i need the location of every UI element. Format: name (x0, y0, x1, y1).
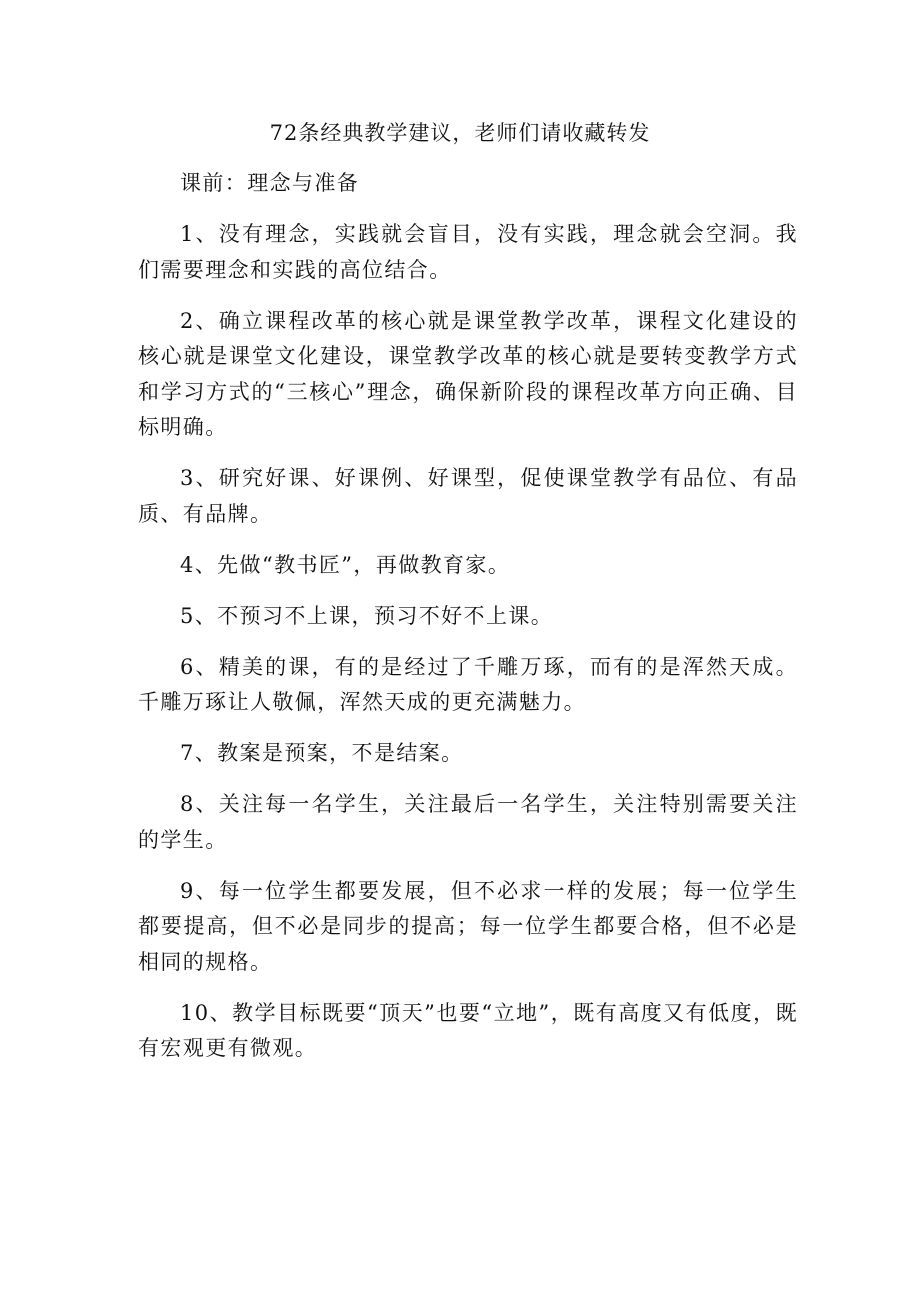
paragraph-10: 10、教学目标既要“顶天”也要“立地”，既有高度又有低度，既有宏观更有微观。 (138, 1000, 798, 1060)
paragraph-5: 5、不预习不上课，预习不好不上课。 (180, 603, 554, 628)
section-heading: 课前：理念与准备 (180, 171, 360, 195)
paragraph-1: 1、没有理念，实践就会盲目，没有实践，理念就会空洞。我们需要理念和实践的高位结合。 (138, 222, 798, 282)
document-body (138, 166, 798, 1082)
paragraph-2: 2、确立课程改革的核心就是课堂教学改革，课程文化建设的核心就是课堂文化建设，课堂教学改革的核心就是要转变教学方式和学习方式的“三核心”理念，确保新阶段的课程改革方向正确、目标明确。 (138, 308, 798, 439)
paragraph-7: 7、教案是预案，不是结案。 (180, 741, 464, 765)
paragraph-6: 6、精美的课，有的是经过了千雕万琢，而有的是浑然天成。千雕万琢让人敬佩，浑然天成的更充满魅力。 (138, 654, 798, 714)
paragraph-9: 9、每一位学生都要发展，但不必求一样的发展；每一位学生都要提高，但不必是同步的提高；每一位学生都要合格，但不必是相同的规格。 (138, 878, 798, 974)
paragraph-3: 3、研究好课、好课例、好课型，促使课堂教学有品位、有品质、有品牌。 (138, 466, 798, 526)
paragraph-8: 8、关注每一名学生，关注最后一名学生，关注特别需要关注的学生。 (138, 792, 798, 852)
paragraph-4: 4、先做“教书匠”，再做教育家。 (180, 552, 511, 577)
document-title: 72条经典教学建议，老师们请收藏转发 (269, 121, 651, 145)
